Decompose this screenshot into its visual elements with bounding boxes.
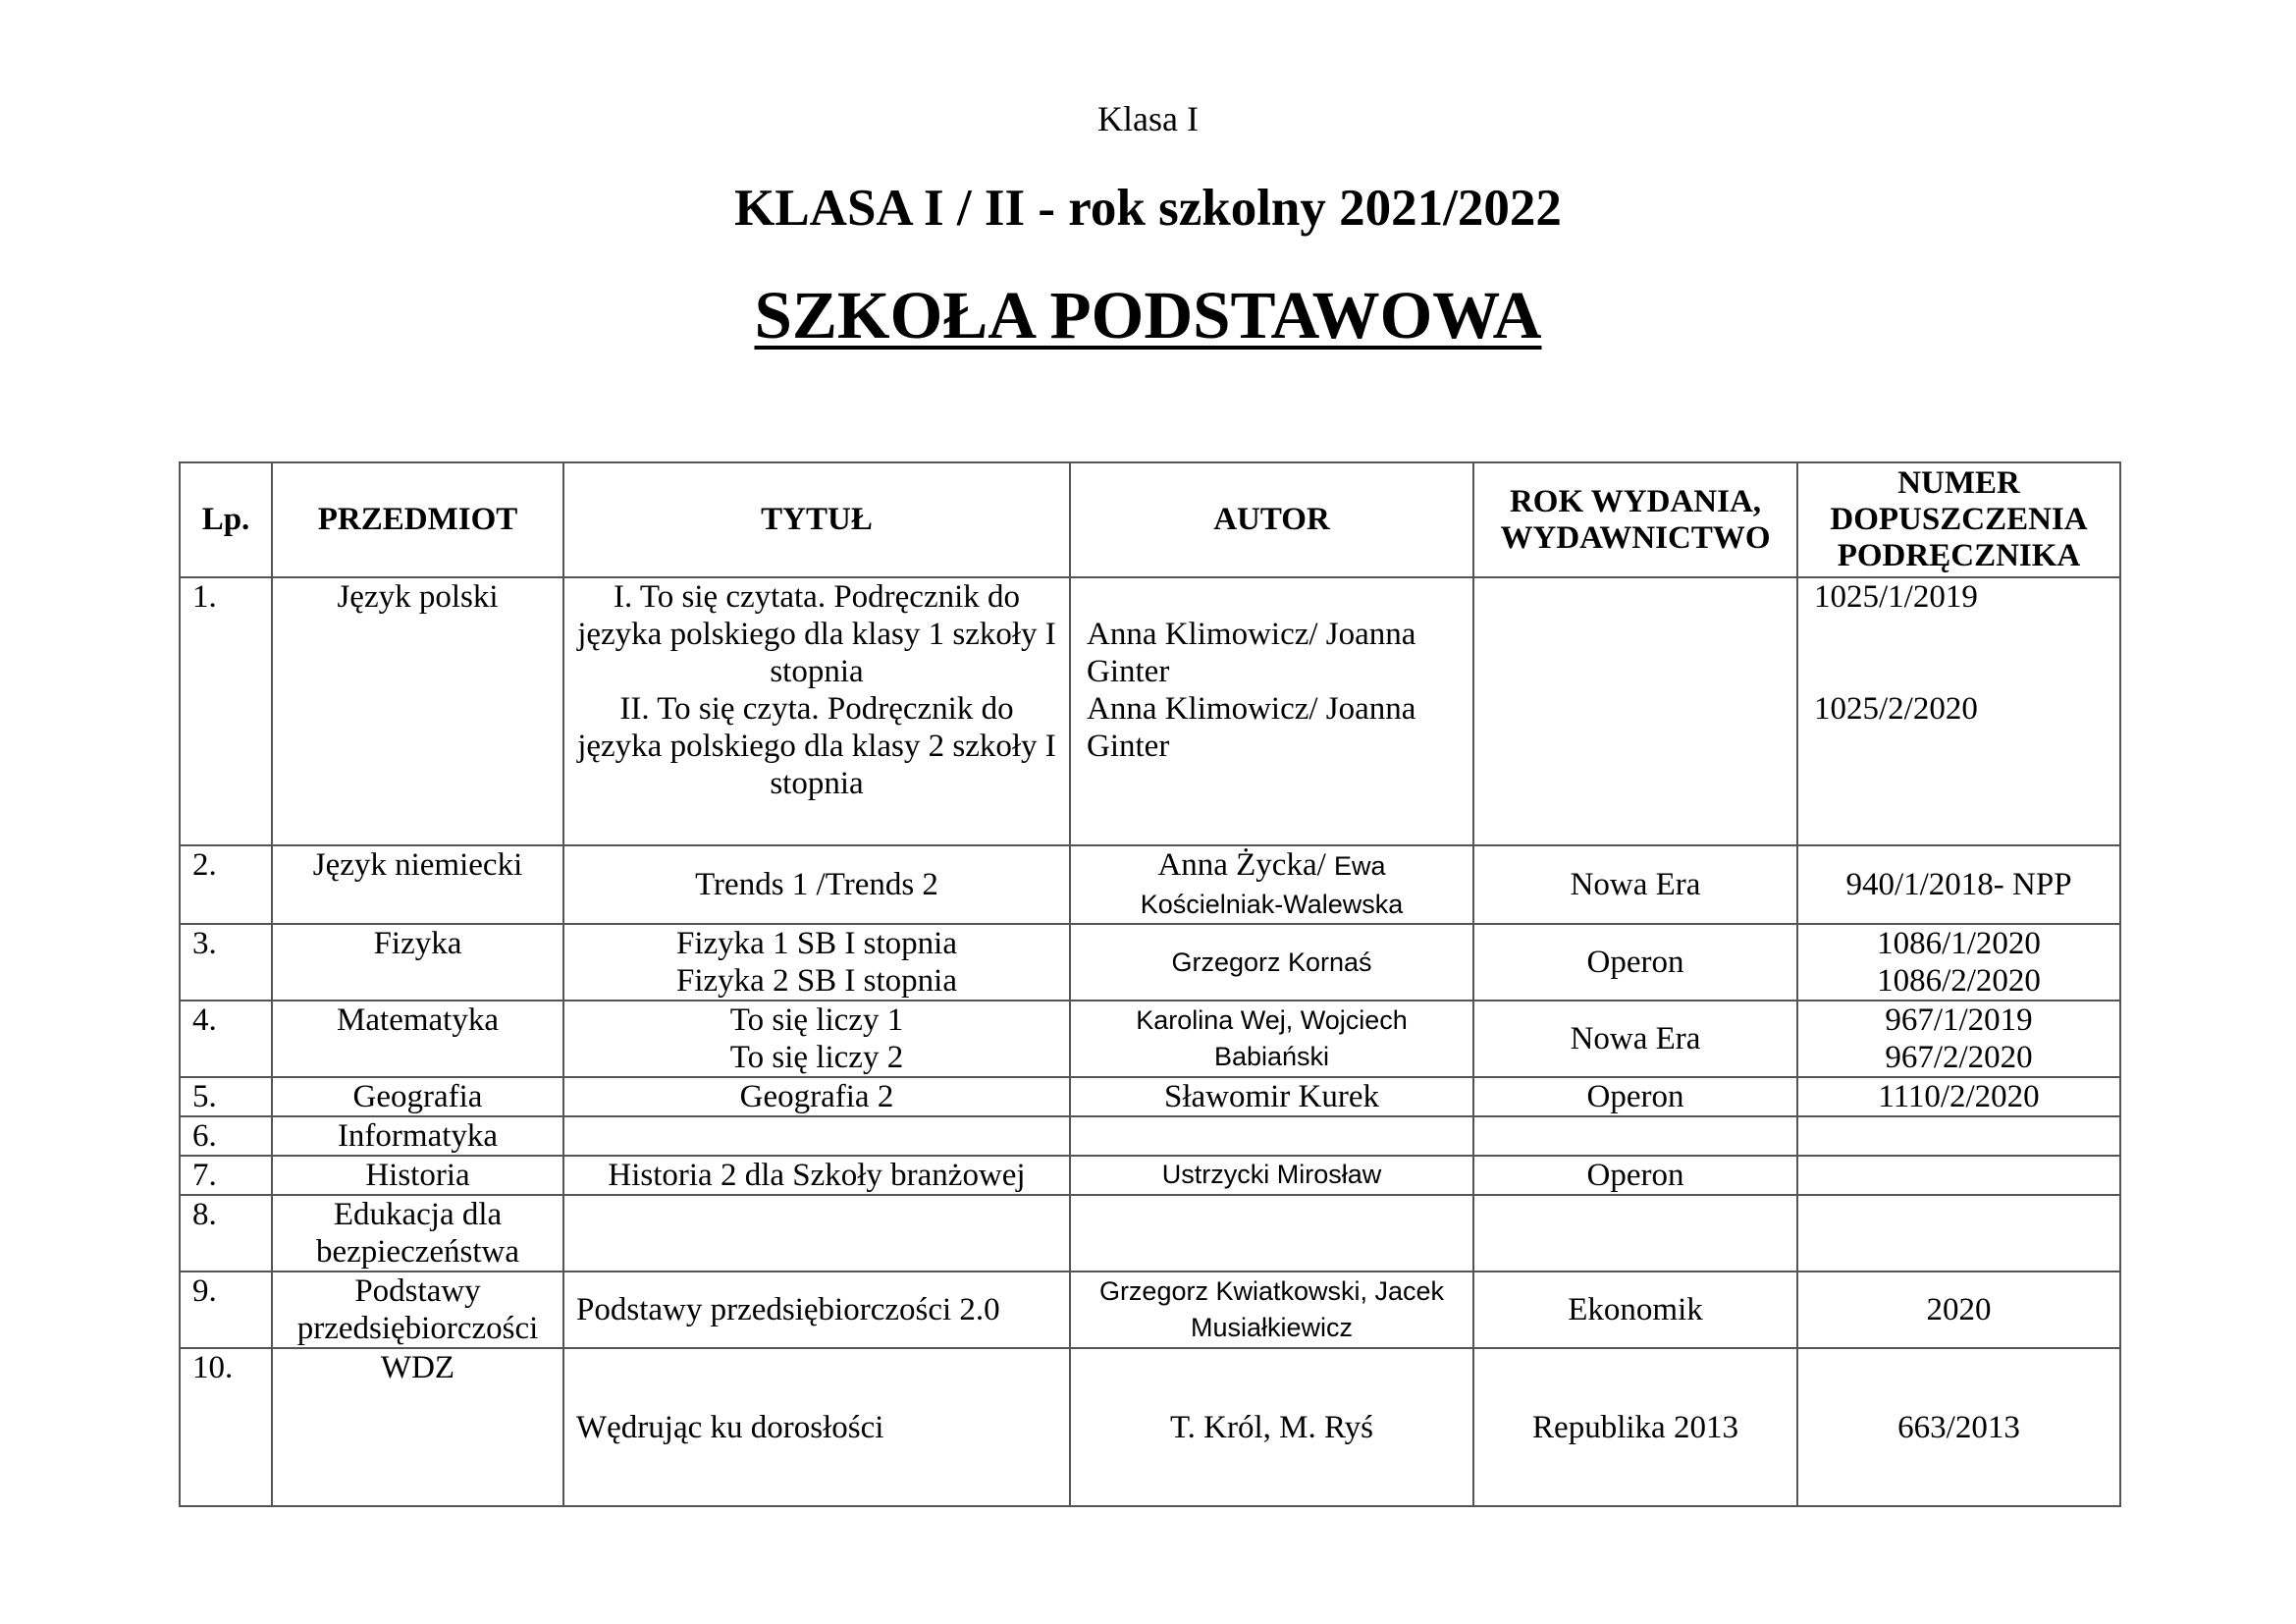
cell-approval — [1797, 1195, 2120, 1272]
cell-publisher: Operon — [1473, 924, 1797, 1001]
cell-author: Ustrzycki Mirosław — [1070, 1156, 1473, 1195]
cell-lp: 7. — [180, 1156, 272, 1195]
cell-publisher — [1473, 577, 1797, 845]
title-line: I. To się czytata. Podręcznik do języka polskiego dla klasy 1 szkoły I stopnia — [577, 579, 1056, 689]
cell-approval — [1797, 1116, 2120, 1156]
cell-author: T. Król, M. Ryś — [1070, 1348, 1473, 1506]
cell-approval: 663/2013 — [1797, 1348, 2120, 1506]
table-row — [180, 1348, 2120, 1506]
table-row — [180, 924, 2120, 1001]
cell-subject: Edukacja dla bezpieczeństwa — [272, 1195, 563, 1272]
cell-title: Historia 2 dla Szkoły branżowej — [563, 1156, 1070, 1195]
cell-title — [563, 1001, 1070, 1077]
table-row — [180, 1156, 2120, 1195]
cell-subject: WDZ — [272, 1348, 563, 1506]
table-row — [180, 577, 2120, 845]
cell-lp: 8. — [180, 1195, 272, 1272]
cell-publisher — [1473, 1195, 1797, 1272]
table-row — [180, 1077, 2120, 1116]
cell-author: Grzegorz Kwiatkowski, Jacek Musiałkiewicz — [1070, 1272, 1473, 1348]
author-line: Anna Klimowicz/ Joanna Ginter — [1087, 617, 1416, 689]
col-header-subject: PRZEDMIOT — [272, 462, 563, 577]
cell-title — [563, 577, 1070, 845]
table-row — [180, 1195, 2120, 1272]
approval-line: 1086/1/2020 — [1877, 926, 2041, 961]
table-row — [180, 1001, 2120, 1077]
cell-title — [563, 1195, 1070, 1272]
cell-publisher: Nowa Era — [1473, 1001, 1797, 1077]
cell-title — [563, 1116, 1070, 1156]
approval-line: 967/2/2020 — [1885, 1040, 2033, 1075]
cell-lp: 10. — [180, 1348, 272, 1506]
cell-publisher — [1473, 1116, 1797, 1156]
title-line: To się liczy 2 — [729, 1040, 904, 1075]
doc-subtitle: Klasa I — [1097, 99, 1199, 138]
cell-approval — [1797, 577, 2120, 845]
col-header-lp: Lp. — [180, 462, 272, 577]
cell-lp: 6. — [180, 1116, 272, 1156]
author-part: Anna Życka/ — [1157, 847, 1335, 883]
cell-subject: Fizyka — [272, 924, 563, 1001]
table-header-row — [180, 462, 2120, 577]
cell-publisher: Ekonomik — [1473, 1272, 1797, 1348]
col-header-title: TYTUŁ — [563, 462, 1070, 577]
cell-title: Wędrując ku dorosłości — [563, 1348, 1070, 1506]
cell-approval: 2020 — [1797, 1272, 2120, 1348]
cell-publisher: Nowa Era — [1473, 845, 1797, 924]
doc-heading: KLASA I / II - rok szkolny 2021/2022 — [734, 180, 1562, 237]
textbook-table — [179, 461, 2121, 1507]
title-line: Fizyka 2 SB I stopnia — [676, 963, 957, 999]
cell-lp: 5. — [180, 1077, 272, 1116]
cell-subject: Geografia — [272, 1077, 563, 1116]
cell-author: Sławomir Kurek — [1070, 1077, 1473, 1116]
approval-line: 1025/2/2020 — [1814, 691, 1978, 727]
cell-approval: 1110/2/2020 — [1797, 1077, 2120, 1116]
cell-author — [1070, 577, 1473, 845]
cell-lp: 1. — [180, 577, 272, 845]
author-line: Anna Klimowicz/ Joanna Ginter — [1087, 691, 1416, 764]
col-header-author: AUTOR — [1070, 462, 1473, 577]
cell-publisher: Operon — [1473, 1156, 1797, 1195]
col-header-approval: NUMER DOPUSZCZENIA PODRĘCZNIKA — [1797, 462, 2120, 577]
approval-line: 967/1/2019 — [1885, 1002, 2033, 1038]
doc-title — [0, 275, 2296, 355]
cell-subject: Podstawy przedsiębiorczości — [272, 1272, 563, 1348]
approval-line: 1086/2/2020 — [1877, 963, 2041, 999]
cell-lp: 9. — [180, 1272, 272, 1348]
approval-line: 1025/1/2019 — [1814, 579, 1978, 615]
cell-title: Trends 1 /Trends 2 — [563, 845, 1070, 924]
cell-author — [1070, 1195, 1473, 1272]
cell-title: Geografia 2 — [563, 1077, 1070, 1116]
cell-lp: 4. — [180, 1001, 272, 1077]
author-part: Ewa Kościelniak-Walewska — [1140, 851, 1404, 919]
table-row — [180, 1116, 2120, 1156]
cell-subject: Matematyka — [272, 1001, 563, 1077]
cell-subject: Język polski — [272, 577, 563, 845]
title-line: Fizyka 1 SB I stopnia — [676, 926, 957, 961]
cell-author: Karolina Wej, Wojciech Babiański — [1070, 1001, 1473, 1077]
cell-publisher: Republika 2013 — [1473, 1348, 1797, 1506]
cell-publisher: Operon — [1473, 1077, 1797, 1116]
cell-author — [1070, 845, 1473, 924]
table-row — [180, 1272, 2120, 1348]
cell-title: Podstawy przedsiębiorczości 2.0 — [563, 1272, 1070, 1348]
cell-subject: Informatyka — [272, 1116, 563, 1156]
doc-title-text: SZKOŁA PODSTAWOWA — [754, 278, 1542, 352]
cell-subject: Język niemiecki — [272, 845, 563, 924]
cell-approval — [1797, 1156, 2120, 1195]
cell-subject: Historia — [272, 1156, 563, 1195]
cell-lp: 3. — [180, 924, 272, 1001]
cell-author: Grzegorz Kornaś — [1070, 924, 1473, 1001]
cell-lp: 2. — [180, 845, 272, 924]
cell-approval — [1797, 1001, 2120, 1077]
table-row — [180, 845, 2120, 924]
cell-title — [563, 924, 1070, 1001]
title-line: II. To się czyta. Podręcznik do języka polskiego dla klasy 2 szkoły I stopnia — [577, 691, 1056, 801]
cell-approval — [1797, 924, 2120, 1001]
cell-author — [1070, 1116, 1473, 1156]
title-line: To się liczy 1 — [729, 1002, 904, 1038]
cell-approval: 940/1/2018- NPP — [1797, 845, 2120, 924]
col-header-publisher: ROK WYDANIA, WYDAWNICTWO — [1473, 462, 1797, 577]
